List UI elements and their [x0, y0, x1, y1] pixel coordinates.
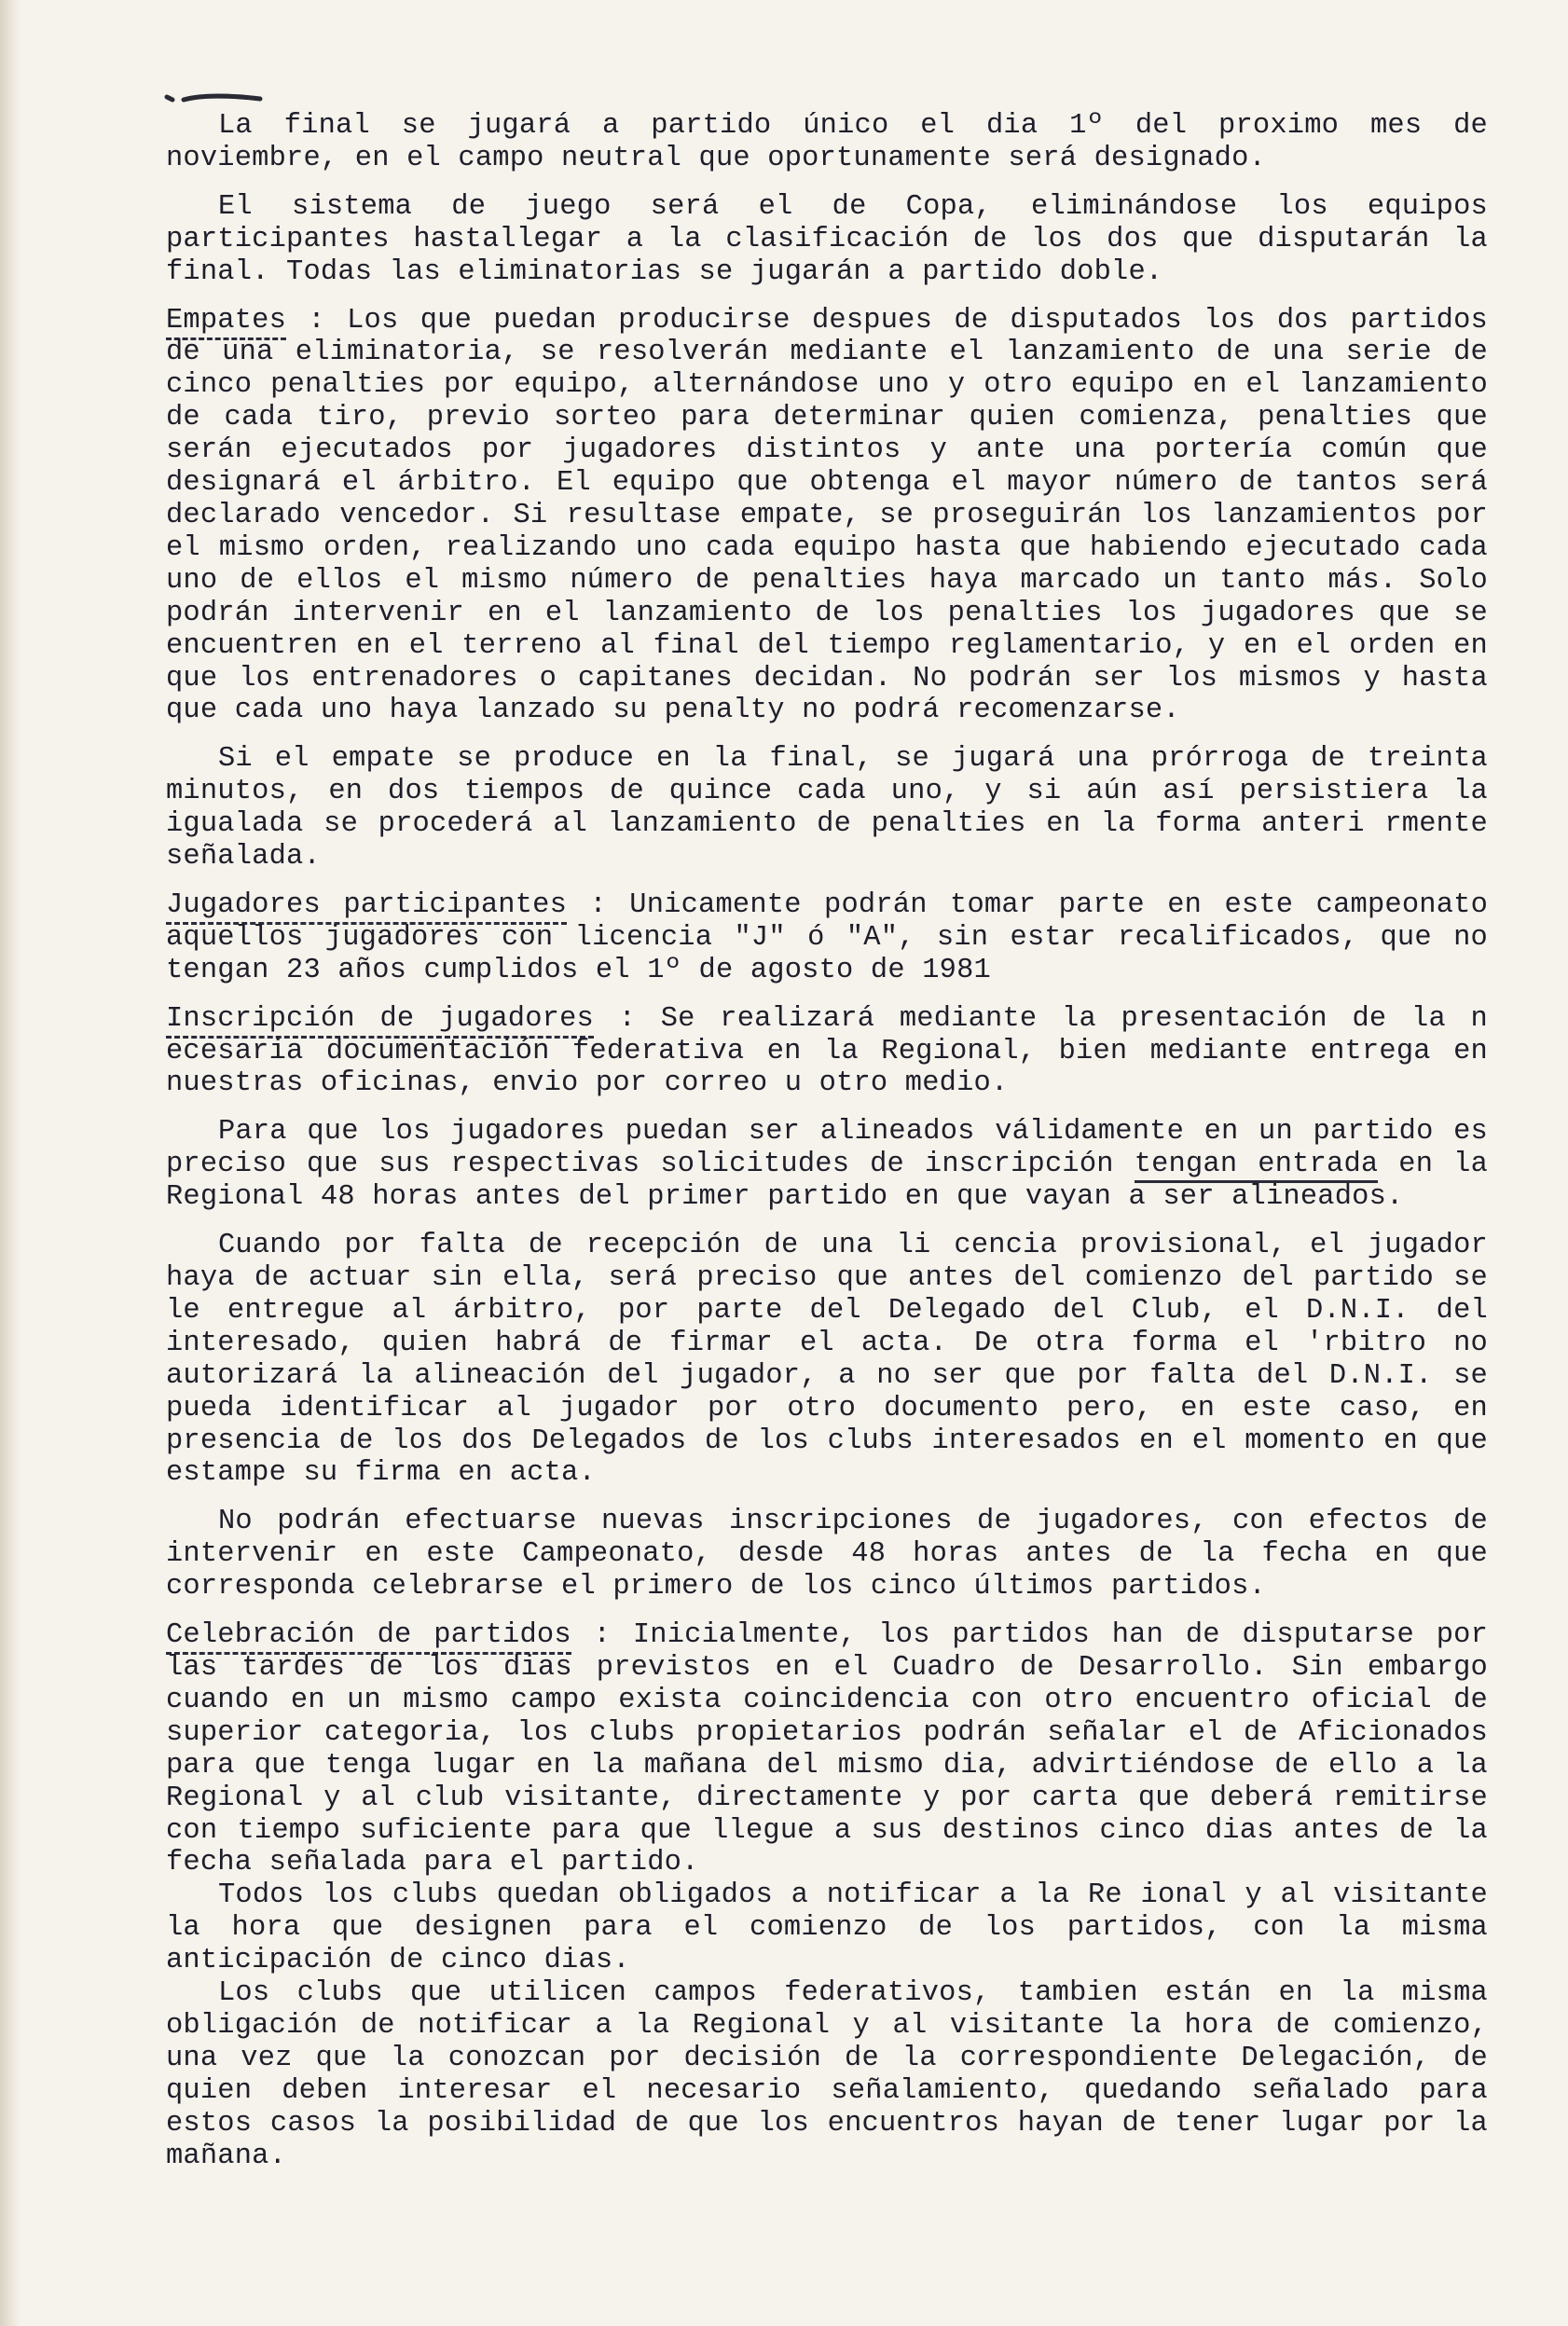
document-body [166, 110, 1488, 2172]
text-empates: : Los que puedan producirse despues de disputados los dos partidos de una eliminatoria, se resolverán mediante el lanzamiento de una serie de cinco penalties por equipo, alternándose uno y otro equipo en el lanzamiento de cada tiro, previo sorteo para determinar quien comienza, penalties que serán ejecutados por jugadores distintos y ante una portería común que designará el árbitro. El equipo que obtenga el mayor número de tantos será declarado vencedor. Si resultase empate, se proseguirán los lanzamientos por el mismo orden, realizando uno cada equipo hasta que habiendo ejecutado cada uno de ellos el mismo número de penalties haya marcado un tanto más. Solo podrán intervenir en el lanzamiento de los penalties los jugadores que se encuentren en el terreno al final del tiempo reglamentario, y en el orden en que los entrenadores o capitanes decidan. No podrán ser los mismos y hasta que cada uno haya lanzado su penalty no podrá recomenzarse. [166, 304, 1488, 727]
text-alineados-before: Para que los jugadores puedan ser alineados válidamente en un partido es preciso que sus respectivas solicitudes de inscripción [166, 1116, 1488, 1181]
section-inscripcion-jugadores [166, 1003, 1488, 1101]
heading-jugadores-participantes: Jugadores participantes [166, 889, 567, 925]
paragraph-nuevas-inscripciones: No podrán efectuarse nuevas inscripciones de jugadores, con efectos de intervenir en este Campeonato, desde 48 horas antes de la fecha en que corresponda celebrarse el primero de los cinco últimos partidos. [166, 1506, 1488, 1603]
text-tengan-entrada: tengan entrada [1135, 1149, 1379, 1183]
text-jugadores-participantes: : Unicamente podrán tomar parte en este campeonato aquellos jugadores con licencia "J" ó "A", sin estar recalificados, que no tengan 23 años cumplidos el 1º de agosto de 1981 [166, 888, 1489, 986]
paragraph-final-date: La final se jugará a partido único el dia 1º del proximo mes de noviembre, en el campo neutral que oportunamente será designado. [166, 110, 1488, 174]
text-inscripcion-jugadores: : Se realizará mediante la presentación de la n ecesaria documentación federativa en la Regional, bien mediante entrega en nuestras oficinas, envio por correo u otro medio. [166, 1002, 1488, 1100]
paragraph-empate-final: Si el empate se produce en la final, se jugará una prórroga de treinta minutos, en dos tiempos de quince cada uno, y si aún así persistiera la igualada se procederá al lanzamiento de penalties en la forma anteri rmente señalada. [166, 743, 1488, 874]
paragraph-notificar-hora: Todos los clubs quedan obligados a notificar a la Re ional y al visitante la hora que designen para el comienzo de los partidos, con la misma anticipación de cinco dias. [166, 1879, 1488, 1977]
section-empates [166, 305, 1488, 728]
heading-celebracion-partidos: Celebración de partidos [166, 1619, 571, 1655]
heading-empates: Empates [166, 305, 286, 340]
paragraph-campos-federativos: Los clubs que utilicen campos federativos, tambien están en la misma obligación de notificar a la Regional y al visitante la hora de comienzo, una vez que la conozcan por decisión de la correspondiente Delegación, de quien deben interesar el necesario señalamiento, quedando señalado para estos casos la posibilidad de que los encuentros hayan de tener lugar por la mañana. [166, 1977, 1488, 2172]
heading-inscripcion-jugadores: Inscripción de jugadores [166, 1003, 594, 1039]
ink-smudge-mark [163, 91, 264, 106]
text-alineados-after: en la Regional 48 horas antes del primer partido en que vayan a ser alineados. [166, 1149, 1489, 1214]
paragraph-sistema-juego: El sistema de juego será el de Copa, eliminándose los equipos participantes hastallegar a la clasificación de los dos que disputarán la final. Todas las eliminatorias se jugarán a partido doble. [166, 190, 1488, 288]
paragraph-licencia-provisional: Cuando por falta de recepción de una li cencia provisional, el jugador haya de actuar sin ella, será preciso que antes del comienzo del partido se le entregue al árbitro, por parte del Delegado del Club, el D.N.I. del interesado, quien habrá de firmar el acta. De otra forma el 'rbitro no autorizará la alineación del jugador, a no ser que por falta del D.N.I. se pueda identificar al jugador por otro documento pero, en este caso, en presencia de los dos Delegados de los clubs interesados en el momento en que estampe su firma en acta. [166, 1230, 1488, 1490]
text-celebracion-partidos: : Inicialmente, los partidos han de disputarse por las tardes de los dias previstos en el Cuadro de Desarrollo. Sin embargo cuando en un mismo campo exista coincidencia con otro encuentro oficial de superior categoria, los clubs propietarios podrán señalar el de Aficionados para que tenga lugar en la mañana del mismo dia, advirtiéndose de ello a la Regional y al club visitante, directamente y por carta que deberá remitirse con tiempo suficiente para que llegue a sus destinos cinco dias antes de la fecha señalada para el partido. [166, 1619, 1489, 1879]
page-edge-shadow [0, 0, 21, 2326]
section-celebracion-partidos [166, 1619, 1488, 1879]
paragraph-alineados [166, 1116, 1488, 1214]
section-jugadores-participantes [166, 889, 1488, 987]
